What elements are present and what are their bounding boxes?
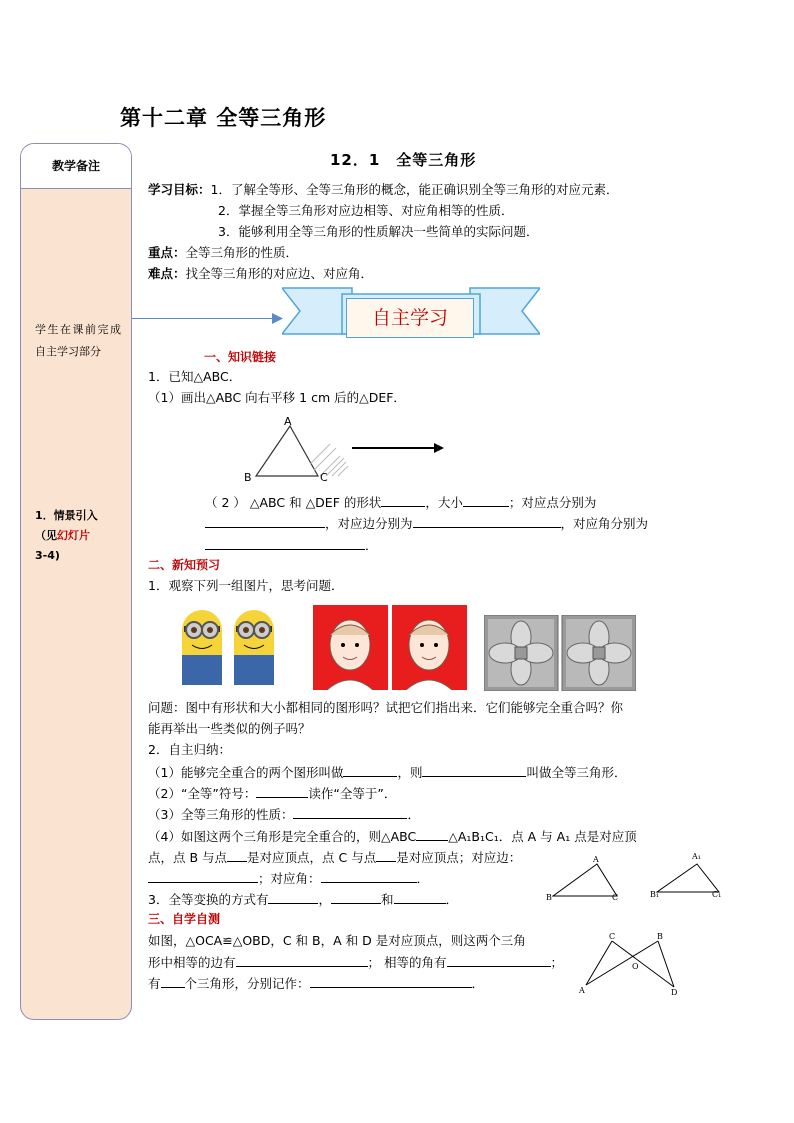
triangle-label-c: C — [320, 471, 328, 484]
blank-triangle-count[interactable] — [161, 973, 185, 988]
p3-text-f: ． — [471, 976, 485, 991]
fig-right-label-b1: B₁ — [650, 890, 660, 899]
blank-corresponding-points[interactable] — [205, 513, 325, 528]
part2-heading: 二、新知预习 — [148, 558, 221, 572]
objective-line-1 — [148, 180, 618, 200]
q1b-text-5: ，对应角分别为 — [560, 516, 649, 531]
blank-relation[interactable] — [416, 826, 448, 841]
chapter-title: 第十二章 全等三角形 — [120, 105, 327, 130]
blank-size[interactable] — [463, 492, 509, 507]
q2-4-text-d: 是对应顶点，点 C 与点 — [247, 850, 377, 865]
q2-4-text-a: （4）如图这两个三角形是完全重合的，则△ABC — [148, 829, 417, 844]
sidebar-note-intro-red: 幻灯片 — [57, 529, 90, 542]
blank-point-c[interactable] — [376, 847, 396, 862]
p3-text-d: 有 — [148, 976, 161, 991]
fig3-label-c: C — [609, 932, 616, 941]
part1-heading: 一、知识链接 — [204, 350, 277, 364]
right-arrow-icon — [352, 442, 444, 454]
part2-q2: 2．自主归纳： — [148, 742, 231, 757]
blank-congruent-figures[interactable] — [343, 762, 397, 777]
blank-equal-sides[interactable] — [236, 952, 368, 967]
blank-congruent-triangles[interactable] — [422, 762, 526, 777]
part3-line3 — [148, 973, 484, 994]
part3-line2 — [148, 952, 563, 973]
q2-3-text: （3）全等三角形的性质： — [148, 807, 294, 822]
q2-2-text-a: （2）“全等”符号： — [148, 786, 257, 801]
q1b-text-4: ，对应边分别为 — [325, 516, 413, 531]
q2-4-text-b: △A₁B₁C₁．点 A 与 A₁ 点是对应顶 — [448, 829, 637, 844]
sidebar-note-intro — [35, 506, 125, 566]
q3-text-a: 3．全等变换的方式有 — [148, 892, 269, 907]
part1-q1a: （1）画出△ABC 向右平移 1 cm 后的△DEF． — [148, 390, 406, 405]
difficult-point-label: 难点： — [148, 266, 186, 281]
q2-4-text-e: 是对应顶点；对应边： — [396, 850, 522, 865]
blank-corr-angles[interactable] — [321, 868, 417, 883]
blank-congruent-symbol[interactable] — [256, 783, 308, 798]
part1-q1b-line1 — [205, 492, 596, 513]
q1b-text-3: ；对应点分别为 — [508, 495, 597, 510]
q1b-text-1: （ 2 ） △ABC 和 △DEF 的形状 — [205, 495, 382, 510]
blank-transform-2[interactable] — [331, 889, 381, 904]
triangle-abc-figure — [240, 414, 350, 486]
sidebar-note-intro-mid: （见 — [35, 529, 57, 542]
triangle-label-a: A — [284, 415, 292, 428]
sidebar-note-intro-prefix: 1．情景引入 — [35, 509, 98, 522]
congruent-triangles-figure — [545, 858, 725, 906]
blank-point-b[interactable] — [227, 847, 247, 862]
objectives-label: 学习目标： — [148, 182, 211, 197]
blank-corresponding-sides[interactable] — [413, 513, 561, 528]
q2-1-text-a: （1）能够完全重合的两个图形叫做 — [148, 765, 344, 780]
q3-text-c: 和 — [380, 892, 394, 907]
q3-text-b: ， — [318, 892, 331, 907]
part2-q1: 1．观察下列一组图片，思考问题． — [148, 578, 344, 593]
fig-left-label-c: C — [612, 893, 619, 902]
part2-q2-4-line2 — [148, 847, 521, 868]
objective-3: 3．能够利用全等三角形的性质解决一些简单的实际问题． — [218, 224, 539, 239]
part2-q2-2 — [148, 783, 396, 804]
part1-q1: 1．已知△ABC． — [148, 369, 242, 384]
blank-properties[interactable] — [293, 804, 407, 819]
fig3-label-a: A — [579, 986, 585, 995]
part3-heading: 三、自学自测 — [148, 912, 221, 926]
blank-corr-sides[interactable] — [148, 868, 258, 883]
q2-4-text-c: 点，点 B 与点 — [148, 850, 228, 865]
fig-right-label-c1: C₁ — [712, 890, 722, 899]
p3-text-c: ； — [550, 955, 564, 970]
part2-q2-3: （3）全等三角形的性质： ． — [148, 804, 420, 825]
banner-text: 自主学习 — [371, 307, 448, 329]
fig3-label-b: B — [657, 932, 663, 941]
q2-4-text-g: ． — [416, 871, 430, 886]
key-point-text: 全等三角形的性质． — [185, 245, 299, 260]
part1-q1b-line2 — [205, 513, 648, 534]
q1b-text-6: ． — [365, 538, 378, 553]
teaching-notes-sidebar — [20, 143, 132, 1020]
fig3-label-d: D — [671, 988, 678, 997]
sidebar-note-preclass: 学生在课前完成自主学习部分 — [35, 323, 121, 358]
sidebar-header: 教学备注 — [21, 144, 131, 189]
part1-q1b-line3 — [205, 535, 378, 556]
banner-panel — [346, 298, 474, 338]
p3-text-a: 形中相等的边有 — [148, 955, 236, 970]
part2-q2-4-line3 — [148, 868, 429, 889]
difficult-point-text: 找全等三角形的对应边、对应角． — [185, 266, 374, 281]
blank-equal-angles[interactable] — [447, 952, 551, 967]
blank-corresponding-angles[interactable] — [205, 535, 365, 550]
key-point-label: 重点： — [148, 245, 186, 260]
section-title: 12．1 全等三角形 — [330, 151, 477, 169]
part2-question-line2: 能再举出一些类似的例子吗？ — [148, 721, 311, 736]
difficult-point — [148, 264, 373, 284]
blank-shape[interactable] — [381, 492, 425, 507]
part3-line1: 如图，△OCA≌△OBD，C 和 B，A 和 D 是对应顶点，则这两个三角 — [148, 933, 526, 948]
sidebar-note-intro-end: 3-4) — [35, 549, 60, 562]
part2-question-line1: 问题：图中有形状和大小都相同的图形吗？试把它们指出来．它们能够完全重合吗？你 — [148, 700, 624, 715]
fig-left-label-a: A — [593, 855, 599, 864]
sidebar-connector-line — [132, 318, 280, 319]
q2-4-text-f: ；对应角： — [258, 871, 321, 886]
blank-transform-1[interactable] — [268, 889, 318, 904]
fig-right-label-a1: A₁ — [692, 852, 701, 861]
blank-triangle-names[interactable] — [310, 973, 472, 988]
tile-pattern-image — [484, 615, 636, 691]
p3-text-e: 个三角形，分别记作： — [184, 976, 310, 991]
minions-image — [170, 600, 280, 692]
q3-text-d: ． — [445, 892, 459, 907]
cartoon-faces-image — [313, 605, 473, 690]
part2-q2-4-line1 — [148, 826, 637, 847]
fig3-label-o: O — [632, 962, 639, 971]
key-point — [148, 243, 298, 263]
objective-1: 1．了解全等形、全等三角形的概念，能正确识别全等三角形的对应元素． — [210, 182, 619, 197]
triangle-label-b: B — [244, 471, 252, 484]
q1b-text-2: ，大小 — [425, 495, 463, 510]
q2-2-text-b: 读作“全等于”． — [308, 786, 397, 801]
part2-q2-1 — [148, 762, 627, 783]
q2-1-text-c: 叫做全等三角形． — [526, 765, 627, 780]
blank-transform-3[interactable] — [394, 889, 446, 904]
q2-1-text-b: ，则 — [397, 765, 423, 780]
objective-2: 2．掌握全等三角形对应边相等、对应角相等的性质． — [218, 203, 514, 218]
part2-q3 — [148, 889, 458, 910]
p3-text-b: ； 相等的角有 — [367, 955, 447, 970]
fig-left-label-b: B — [546, 893, 552, 902]
